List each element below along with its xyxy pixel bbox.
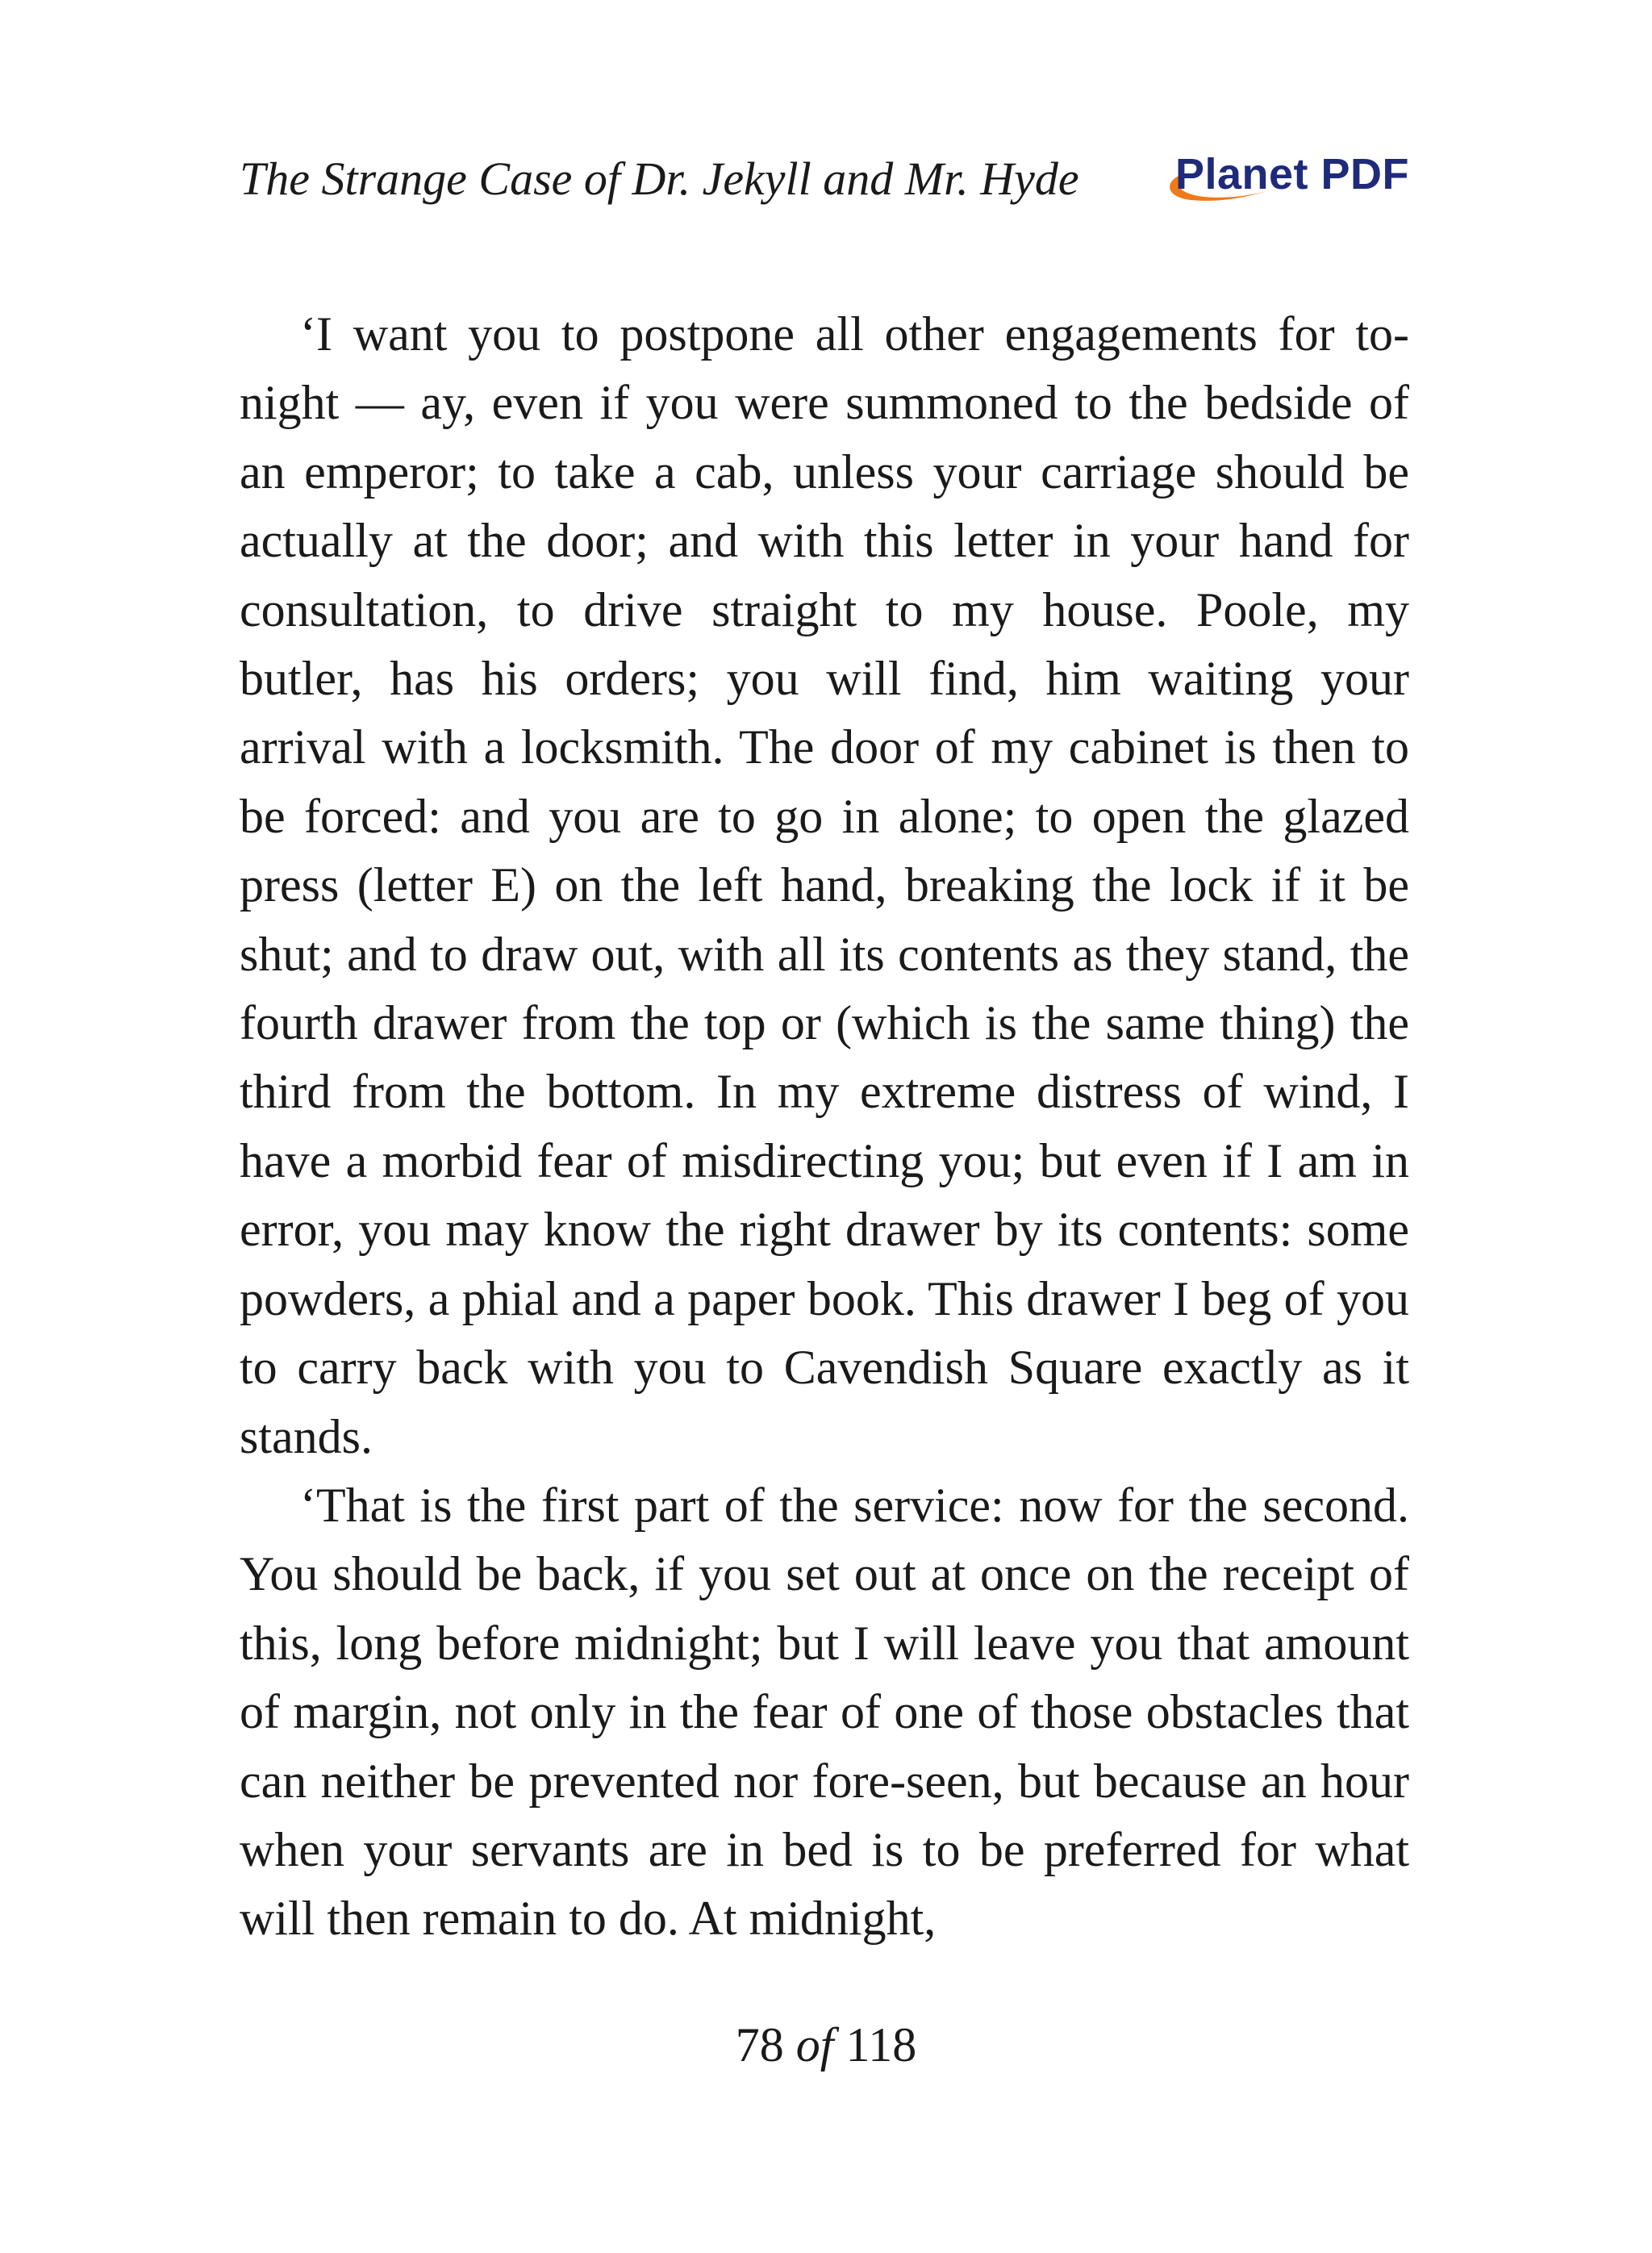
paragraph: ‘That is the first part of the service: now for the second. You should be back, if you set out at once on the receipt of this, long before midnight; but I will leave you that amount of margin, not only in the fear of one of those obstacles that can neither be prevented nor fore-seen, but because an hour when your servants are in bed is to be preferred for what will then remain to do. At midnight, xyxy=(240,1478,1409,1946)
logo-text: Planet PDF xyxy=(1174,150,1409,198)
page-number xyxy=(0,2013,1652,2077)
page-total: 118 xyxy=(845,2018,917,2072)
paragraph: ‘I want you to postpone all other engagements for to-night — ay, even if you were summoned to the bedside of an emperor; to take a cab, unless your carriage should be actually at the door; and with this letter in your hand for consultation, to drive straight to my house. Poole, my butler, has his orders; you will find, him waiting your arrival with a locksmith. The door of my cabinet is then to be forced: and you are to go in alone; to open the glazed press (letter E) on the left hand, breaking the lock if it be shut; and to draw out, with all its contents as they stand, the fourth drawer from the top or (which is the same thing) the third from the bottom. In my extreme distress of wind, I have a morbid fear of misdirecting you; but even if I am in error, you may know the right drawer by its contents: some powders, a phial and a paper book. This drawer I beg of you to carry back with you to Cavendish Square exactly as it stands. xyxy=(240,307,1409,1463)
page-header xyxy=(240,147,1409,211)
page-current: 78 xyxy=(735,2018,784,2072)
page-of-label: of xyxy=(795,2018,834,2072)
book-title: The Strange Case of Dr. Jekyll and Mr. Hyde xyxy=(240,152,1079,205)
body-text xyxy=(240,300,1409,1954)
planet-pdf-logo xyxy=(1159,147,1409,211)
